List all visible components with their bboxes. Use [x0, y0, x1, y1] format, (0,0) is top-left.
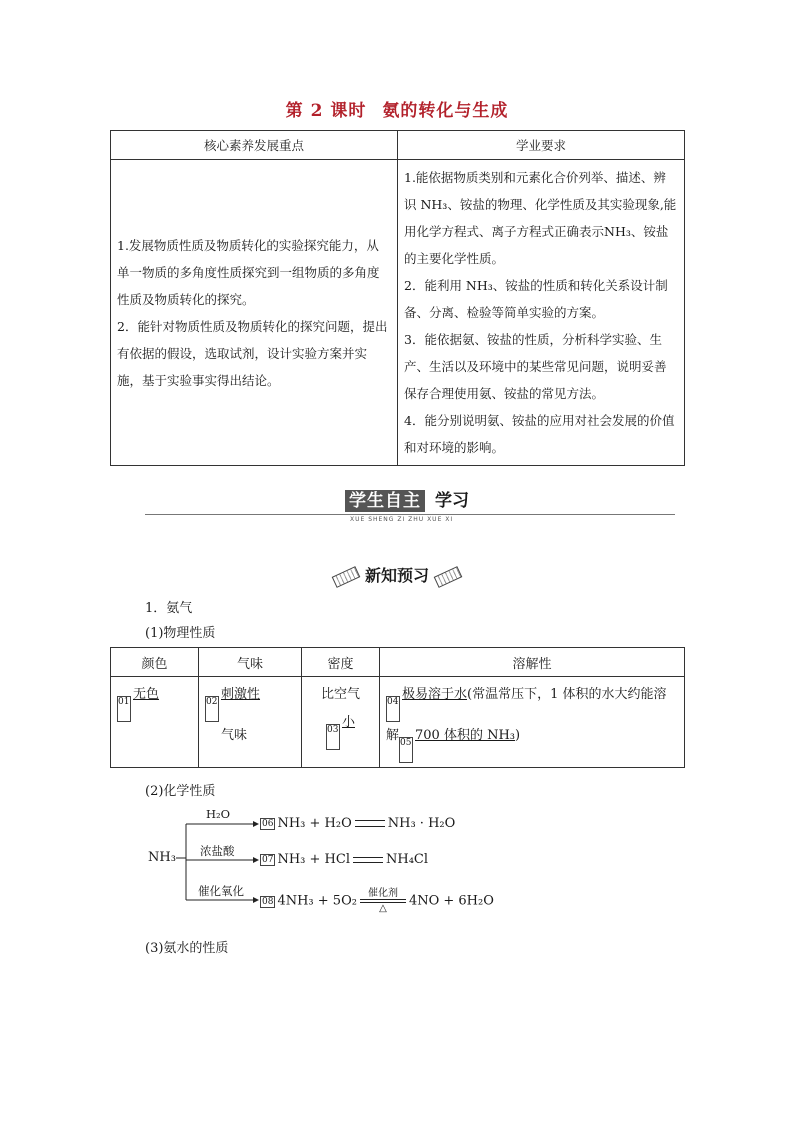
- equals-sign-icon: [353, 857, 383, 863]
- academic-requirements-cell: [398, 160, 685, 466]
- banner-boxed-text: 学生自主: [345, 490, 425, 512]
- equation-right: NH₄Cl: [385, 852, 429, 867]
- equation: [260, 888, 494, 914]
- core-literacy-item: 2．能针对物质性质及物质转化的探究问题，提出有依据的假设，选取试剂，设计实验方案并实施，基于实验事实得出结论。: [117, 318, 388, 388]
- pencil-icon: [332, 566, 361, 588]
- header-core-literacy: 核心素养发展重点: [111, 131, 398, 160]
- answer: 700 体积的 NH₃: [415, 728, 516, 743]
- header-density: 密度: [302, 648, 380, 677]
- density-prefix: 比空气: [320, 687, 360, 702]
- sub-heading: (2)化学性质: [145, 784, 216, 799]
- section-title: 新知预习: [364, 566, 429, 585]
- blank-number: 01: [117, 696, 131, 722]
- header-smell: 气味: [199, 648, 302, 677]
- banner-pinyin: XUE SHENG ZI ZHU XUE XI: [350, 516, 454, 523]
- condition-catalyst: 催化剂: [367, 888, 398, 899]
- item-heading: 1．氨气: [145, 601, 193, 616]
- header-academic-requirements: 学业要求: [398, 131, 685, 160]
- reaction-condition: [360, 888, 406, 914]
- branch-label: 催化氧化: [198, 884, 244, 898]
- solubility-tail: ): [515, 728, 521, 743]
- blank-number: 04: [386, 696, 400, 722]
- physical-properties-table: [110, 647, 685, 768]
- blank-number: 02: [205, 696, 219, 722]
- requirement-item: 1.能依据物质类别和元素化合价列举、描述、辨识 NH₃、铵盐的物理、化学性质及其实验现象,能用化学方程式、离子方程式正确表示NH₃、铵盐的主要化学性质。: [404, 170, 677, 266]
- equation-right: NH₃ · H₂O: [387, 816, 456, 831]
- reaction-diagram: [140, 802, 494, 920]
- equation-left: 4NH₃ + 5O₂: [277, 893, 357, 909]
- equation: [260, 816, 455, 831]
- branch-label: 浓盐酸: [200, 844, 235, 858]
- header-solubility: 溶解性: [380, 648, 685, 677]
- equation-left: NH₃ + HCl: [277, 852, 350, 867]
- blank-number: 05: [399, 737, 413, 763]
- blank-number: 07: [262, 855, 274, 865]
- pencil-icon: [434, 566, 463, 588]
- branch-label: H₂O: [206, 807, 231, 821]
- condition-heat: △: [379, 903, 387, 914]
- requirement-item: 4．能分别说明氨、铵盐的应用对社会发展的价值和对环境的影响。: [404, 413, 675, 455]
- requirement-item: 3．能依据氨、铵盐的性质，分析科学实验、生产、生活以及环境中的某些常见问题，说明妥善保存合理使用氨、铵盐的常见方法。: [404, 332, 667, 401]
- lesson-number: 第 2 课时: [285, 101, 367, 121]
- sub-heading: (3)氨水的性质: [145, 941, 229, 956]
- equation-right: 4NO + 6H₂O: [408, 893, 494, 909]
- lesson-topic: 氨的转化与生成: [382, 101, 509, 121]
- section-heading: [0, 563, 794, 586]
- smell-cell: [199, 677, 302, 768]
- page-title: [0, 96, 794, 121]
- answer: 小: [341, 715, 355, 730]
- solubility-middle: (常温常压下，1 体积的水大约能溶解: [386, 687, 667, 743]
- answer: 无色: [133, 687, 160, 702]
- banner-rule: [145, 514, 675, 515]
- solubility-cell: [380, 677, 685, 768]
- section-banner: [145, 488, 675, 522]
- core-literacy-item: 1.发展物质性质及物质转化的实验探究能力，从单一物质的多角度性质探究到一组物质的多角度性质及物质转化的探究。: [117, 237, 380, 307]
- equation-left: NH₃ + H₂O: [277, 816, 352, 831]
- banner-text: 学习: [435, 491, 469, 511]
- answer: 极易溶于水: [402, 687, 468, 702]
- blank-number: 06: [262, 819, 274, 829]
- answer: 刺激性: [221, 687, 261, 702]
- smell-tail: 气味: [221, 728, 248, 743]
- core-literacy-cell: [111, 160, 398, 466]
- requirements-table: [110, 130, 685, 466]
- color-cell: [111, 677, 199, 768]
- equation: [260, 852, 428, 867]
- sub-heading: (1)物理性质: [145, 626, 216, 641]
- reactant: NH₃: [148, 850, 176, 865]
- density-cell: [302, 677, 380, 768]
- requirement-item: 2．能利用 NH₃、铵盐的性质和转化关系设计制备、分离、检验等简单实验的方案。: [404, 278, 668, 320]
- header-color: 颜色: [111, 648, 199, 677]
- blank-number: 03: [326, 724, 340, 750]
- reversible-arrow-icon: [355, 820, 385, 827]
- blank-number: 08: [262, 896, 274, 907]
